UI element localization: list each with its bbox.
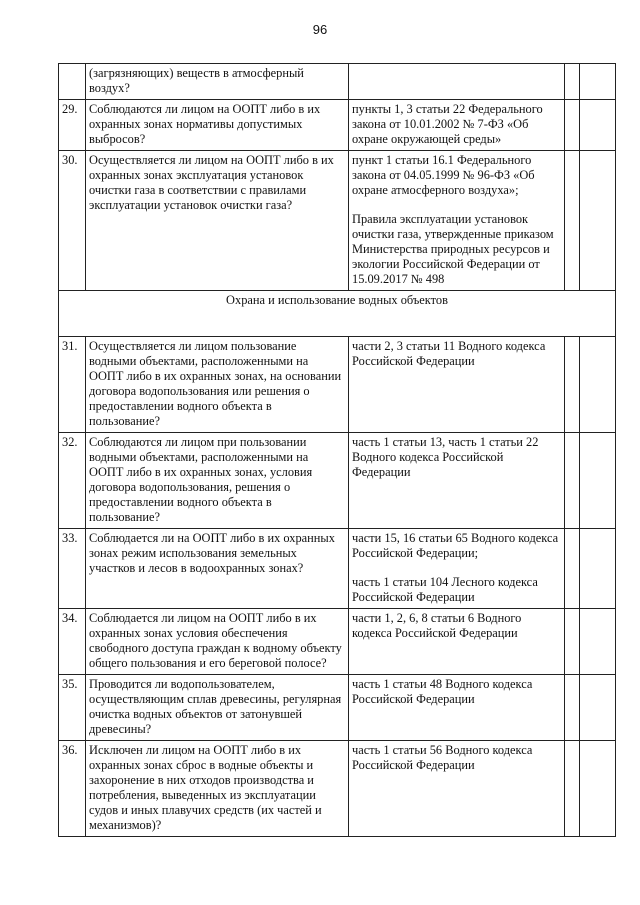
answer-cell-b bbox=[580, 529, 616, 609]
answer-cell-a bbox=[565, 64, 580, 100]
answer-cell-a bbox=[565, 741, 580, 837]
legal-reference-cell bbox=[349, 741, 565, 837]
legal-reference-cell bbox=[349, 151, 565, 291]
legal-reference: части 2, 3 статьи 11 Водного кодекса Российской Федерации bbox=[352, 339, 546, 368]
answer-cell-b bbox=[580, 100, 616, 151]
answer-cell-a bbox=[565, 529, 580, 609]
checklist-question: Исключен ли лицом на ООПТ либо в их охранных зонах сброс в водные объекты и захоронение в них отходов производства и потребления, выведенных из эксплуатации судов и иных плавучих средств (их частей и механизмов)? bbox=[86, 741, 349, 837]
answer-cell-b bbox=[580, 337, 616, 433]
section-header-row bbox=[59, 291, 616, 337]
row-number bbox=[59, 64, 86, 100]
table-row bbox=[59, 529, 616, 609]
table-row bbox=[59, 64, 616, 100]
page-number: 96 bbox=[312, 22, 328, 37]
legal-reference: часть 1 статьи 56 Водного кодекса Российской Федерации bbox=[352, 743, 533, 772]
answer-cell-a bbox=[565, 337, 580, 433]
row-number: 32. bbox=[59, 433, 86, 529]
table-row bbox=[59, 337, 616, 433]
legal-reference: часть 1 статьи 13, часть 1 статьи 22 Водного кодекса Российской Федерации bbox=[352, 435, 539, 479]
row-number: 31. bbox=[59, 337, 86, 433]
checklist-question: Проводится ли водопользователем, осуществляющим сплав древесины, регулярная очистка водных объектов от затонувшей древесины? bbox=[86, 675, 349, 741]
legal-reference-cell bbox=[349, 609, 565, 675]
answer-cell-a bbox=[565, 151, 580, 291]
answer-cell-b bbox=[580, 64, 616, 100]
answer-cell-b bbox=[580, 151, 616, 291]
table-row bbox=[59, 609, 616, 675]
checklist-question: Осуществляется ли лицом пользование водными объектами, расположенными на ООПТ либо в их охранных зонах, на основании договора водопользования или решения о предоставлении водного объекта в пользование? bbox=[86, 337, 349, 433]
row-number: 33. bbox=[59, 529, 86, 609]
legal-reference-cell bbox=[349, 675, 565, 741]
legal-reference-cell bbox=[349, 100, 565, 151]
legal-reference: пункт 1 статьи 16.1 Федерального закона от 04.05.1999 № 96-ФЗ «Об охране атмосферного воздуха»; bbox=[352, 153, 535, 197]
legal-reference-cell bbox=[349, 337, 565, 433]
table-row bbox=[59, 433, 616, 529]
legal-reference-cell bbox=[349, 433, 565, 529]
answer-cell-b bbox=[580, 433, 616, 529]
table-row bbox=[59, 675, 616, 741]
table-row bbox=[59, 151, 616, 291]
row-number: 36. bbox=[59, 741, 86, 837]
legal-reference-cell bbox=[349, 529, 565, 609]
row-number: 29. bbox=[59, 100, 86, 151]
row-number: 30. bbox=[59, 151, 86, 291]
answer-cell-a bbox=[565, 609, 580, 675]
checklist-question: Осуществляется ли лицом на ООПТ либо в их охранных зонах эксплуатация установок очистки газа в соответствии с правилами эксплуатации установок очистки газа? bbox=[86, 151, 349, 291]
table-row bbox=[59, 741, 616, 837]
checklist-table-body bbox=[59, 64, 616, 837]
checklist-table bbox=[58, 63, 616, 837]
answer-cell-a bbox=[565, 675, 580, 741]
row-number: 35. bbox=[59, 675, 86, 741]
checklist-question: Соблюдаются ли лицом на ООПТ либо в их охранных зонах нормативы допустимых выбросов? bbox=[86, 100, 349, 151]
legal-reference: части 15, 16 статьи 65 Водного кодекса Российской Федерации; bbox=[352, 531, 559, 560]
legal-reference: пункты 1, 3 статьи 22 Федерального закона от 10.01.2002 № 7-ФЗ «Об охране окружающей среды» bbox=[352, 102, 543, 146]
section-title: Охрана и использование водных объектов bbox=[59, 291, 616, 337]
answer-cell-b bbox=[580, 741, 616, 837]
legal-reference: Правила эксплуатации установок очистки газа, утвержденные приказом Министерства природных ресурсов и экологии Российской Федерации от 15.09.2017 № 498 bbox=[352, 212, 554, 286]
checklist-question: (загрязняющих) веществ в атмосферный воздух? bbox=[86, 64, 349, 100]
legal-reference: часть 1 статьи 48 Водного кодекса Российской Федерации bbox=[352, 677, 533, 706]
checklist-question: Соблюдается ли лицом на ООПТ либо в их охранных зонах условия обеспечения свободного доступа граждан к водному объекту общего пользования и его береговой полосе? bbox=[86, 609, 349, 675]
answer-cell-b bbox=[580, 675, 616, 741]
answer-cell-a bbox=[565, 433, 580, 529]
checklist-question: Соблюдается ли на ООПТ либо в их охранных зонах режим использования земельных участков и лесов в водоохранных зонах? bbox=[86, 529, 349, 609]
row-number: 34. bbox=[59, 609, 86, 675]
answer-cell-a bbox=[565, 100, 580, 151]
answer-cell-b bbox=[580, 609, 616, 675]
legal-reference: части 1, 2, 6, 8 статьи 6 Водного кодекса Российской Федерации bbox=[352, 611, 522, 640]
table-row bbox=[59, 100, 616, 151]
legal-reference-cell bbox=[349, 64, 565, 100]
checklist-question: Соблюдаются ли лицом при пользовании водными объектами, расположенными на ООПТ либо в их охранных зонах, условия договора водопользования, решения о предоставлении водного объекта в пользование? bbox=[86, 433, 349, 529]
legal-reference: часть 1 статьи 104 Лесного кодекса Российской Федерации bbox=[352, 575, 538, 604]
